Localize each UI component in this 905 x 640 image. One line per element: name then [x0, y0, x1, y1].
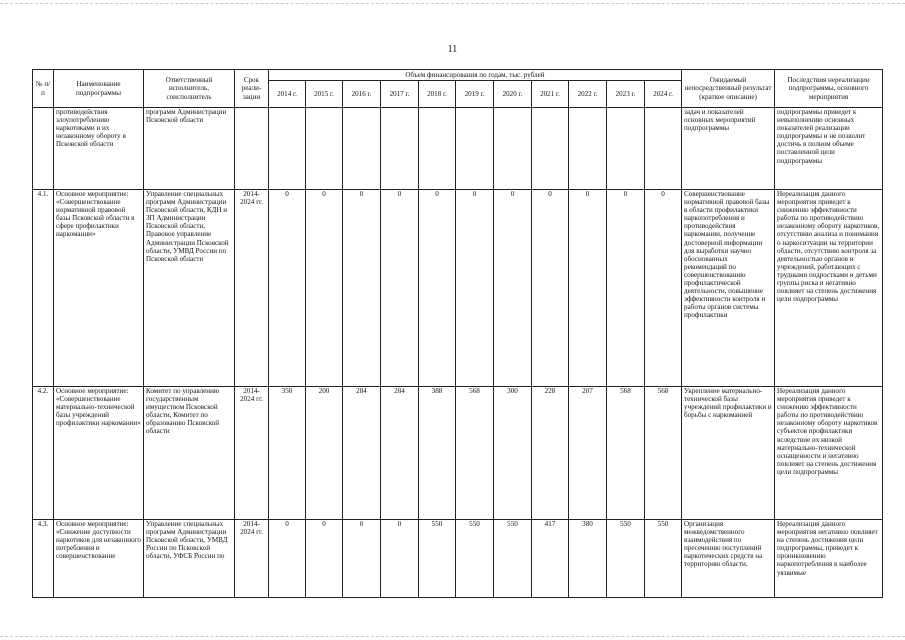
- row-name: Основное мероприятие: «Совершенствование нормативной правовой базы Псковской области в сфере профилактики наркомании»: [54, 190, 144, 387]
- row-value: 0: [494, 190, 532, 387]
- row-value: 300: [494, 387, 532, 520]
- row-value: [381, 108, 419, 190]
- row-value: 388: [419, 387, 456, 520]
- header-year: 2015 г.: [306, 81, 343, 108]
- row-term: 2014-2024 гг.: [235, 387, 269, 520]
- row-value: [569, 108, 607, 190]
- row-value: [343, 108, 381, 190]
- row-value: 550: [645, 520, 682, 598]
- row-term: 2014-2024 гг.: [235, 190, 269, 387]
- header-year: 2017 г.: [381, 81, 419, 108]
- row-name: противодействия злоупотреблению наркотиками и их незаконному обороту в Псковской области: [54, 108, 144, 190]
- table-row: [33, 108, 883, 190]
- row-name: Основное мероприятие: «Совершенствование материально-технической базы учреждений профилактики наркомании»: [54, 387, 144, 520]
- header-year: 2016 г.: [343, 81, 381, 108]
- row-num: 4.2.: [33, 387, 54, 520]
- row-name: Основное мероприятие: «Снижение доступности наркотиков для незаконного потребления и совершенствование: [54, 520, 144, 598]
- row-value: 550: [456, 520, 494, 598]
- table-row: [33, 520, 883, 598]
- row-value: 350: [269, 387, 306, 520]
- header-year: 2023 г.: [607, 81, 645, 108]
- row-value: 0: [645, 190, 682, 387]
- header-responsible: Ответственный исполнитель, соисполнитель: [144, 70, 235, 108]
- row-result: задач и показателей основных мероприятий подпрограммы: [682, 108, 775, 190]
- row-value: 0: [532, 190, 569, 387]
- page-bottom-edge: [0, 636, 905, 637]
- row-value: 568: [456, 387, 494, 520]
- row-value: [494, 108, 532, 190]
- header-year: 2024 г.: [645, 81, 682, 108]
- row-value: 0: [607, 190, 645, 387]
- row-num: [33, 108, 54, 190]
- row-value: [269, 108, 306, 190]
- row-value: 207: [569, 387, 607, 520]
- row-value: [645, 108, 682, 190]
- row-responsible: Комитет по управлению государственным имуществом Псковской области, Комитет по образованию Псковской области: [144, 387, 235, 520]
- row-value: 0: [343, 520, 381, 598]
- row-value: 550: [494, 520, 532, 598]
- row-consequences: Нереализация данного мероприятия приведет к снижению эффективности работы по противодействию незаконному обороту наркотиков, отсутствию анализа и понимания о наркоситуации на территории области, отсутствию контроля за деятельностью органов и учреждений, работающих с трудными подростками и детьми группы риска и негативно повлияет на степень достижения цели подпрограммы: [775, 190, 883, 387]
- row-responsible: программ Администрации Псковской области: [144, 108, 235, 190]
- row-value: 200: [306, 387, 343, 520]
- row-value: 0: [569, 190, 607, 387]
- row-value: 568: [607, 387, 645, 520]
- row-value: 380: [569, 520, 607, 598]
- row-term: 2014-2024 гг.: [235, 520, 269, 598]
- table-row: [33, 387, 883, 520]
- row-value: 550: [419, 520, 456, 598]
- row-consequences: Нереализация данного мероприятия приведет к снижению эффективности работы по противодействию незаконному обороту наркотиков субъектов профилактики вследствие их низкой материально-технической оснащенности и негативно повлияет на степень достижения цели подпрограммы: [775, 387, 883, 520]
- row-consequences: Нереализация данного мероприятия негативно повлияет на степень достижения цели подпрограммы, приведет к проникновению наркопотребления в наиболее уязвимые: [775, 520, 883, 598]
- table-row: [33, 190, 883, 387]
- header-year: 2021 г.: [532, 81, 569, 108]
- header-year: 2020 г.: [494, 81, 532, 108]
- row-value: [456, 108, 494, 190]
- header-year: 2018 г.: [419, 81, 456, 108]
- row-value: 228: [532, 387, 569, 520]
- row-value: 284: [343, 387, 381, 520]
- header-num: № п/п: [33, 70, 54, 108]
- row-value: 417: [532, 520, 569, 598]
- row-value: 0: [381, 190, 419, 387]
- row-value: 568: [645, 387, 682, 520]
- page-top-edge: [0, 3, 905, 4]
- header-name: Наименование подпрограммы: [54, 70, 144, 108]
- row-value: 550: [607, 520, 645, 598]
- row-value: [419, 108, 456, 190]
- row-value: 0: [306, 520, 343, 598]
- header-year: 2022 г.: [569, 81, 607, 108]
- header-funding: Объем финансирования по годам, тыс. рублей: [269, 70, 682, 81]
- row-num: 4.1.: [33, 190, 54, 387]
- row-consequences: подпрограммы приведет к невыполнению основных показателей реализации подпрограммы и не позволит достичь в полном объеме поставленной цели подпрограммы: [775, 108, 883, 190]
- header-result: Ожидаемый непосредственный результат (краткое описание): [682, 70, 775, 108]
- header-term: Срок реали-зации: [235, 70, 269, 108]
- row-value: 0: [456, 190, 494, 387]
- row-value: 0: [381, 520, 419, 598]
- row-value: 0: [269, 520, 306, 598]
- header-year: 2019 г.: [456, 81, 494, 108]
- row-term: [235, 108, 269, 190]
- row-value: [306, 108, 343, 190]
- row-num: 4.3.: [33, 520, 54, 598]
- header-year: 2014 г.: [269, 81, 306, 108]
- page-number: 11: [447, 44, 458, 55]
- row-value: 0: [306, 190, 343, 387]
- row-value: [607, 108, 645, 190]
- row-result: Организация межведомственного взаимодействия по пресечению поступлений наркотических средств на территорию области,: [682, 520, 775, 598]
- row-responsible: Управление специальных программ Администрации Псковской области, КДН и ЗП Администрации Псковской области, Правовое управление Администрации Псковской области, УМВД России по Псковской области: [144, 190, 235, 387]
- row-value: 0: [343, 190, 381, 387]
- row-responsible: Управление специальных программ Администрации Псковской области, УМВД России по Псковской области, УФСБ России по: [144, 520, 235, 598]
- row-value: 0: [419, 190, 456, 387]
- row-value: 0: [269, 190, 306, 387]
- funding-table: [32, 69, 883, 598]
- header-consequences: Последствия нереализации подпрограммы, основного мероприятия: [775, 70, 883, 108]
- row-result: Укрепление материально-технической базы учреждений профилактики и борьбы с наркоманией: [682, 387, 775, 520]
- row-value: [532, 108, 569, 190]
- row-result: Совершенствование нормативной правовой базы в области профилактики наркопотребления и противодействия наркомании, получение достоверной информации для выработки научно обоснованных рекомендаций по совершенствованию профилактической деятельности, повышение эффективности контроля и работы органов системы профилактики: [682, 190, 775, 387]
- row-value: 284: [381, 387, 419, 520]
